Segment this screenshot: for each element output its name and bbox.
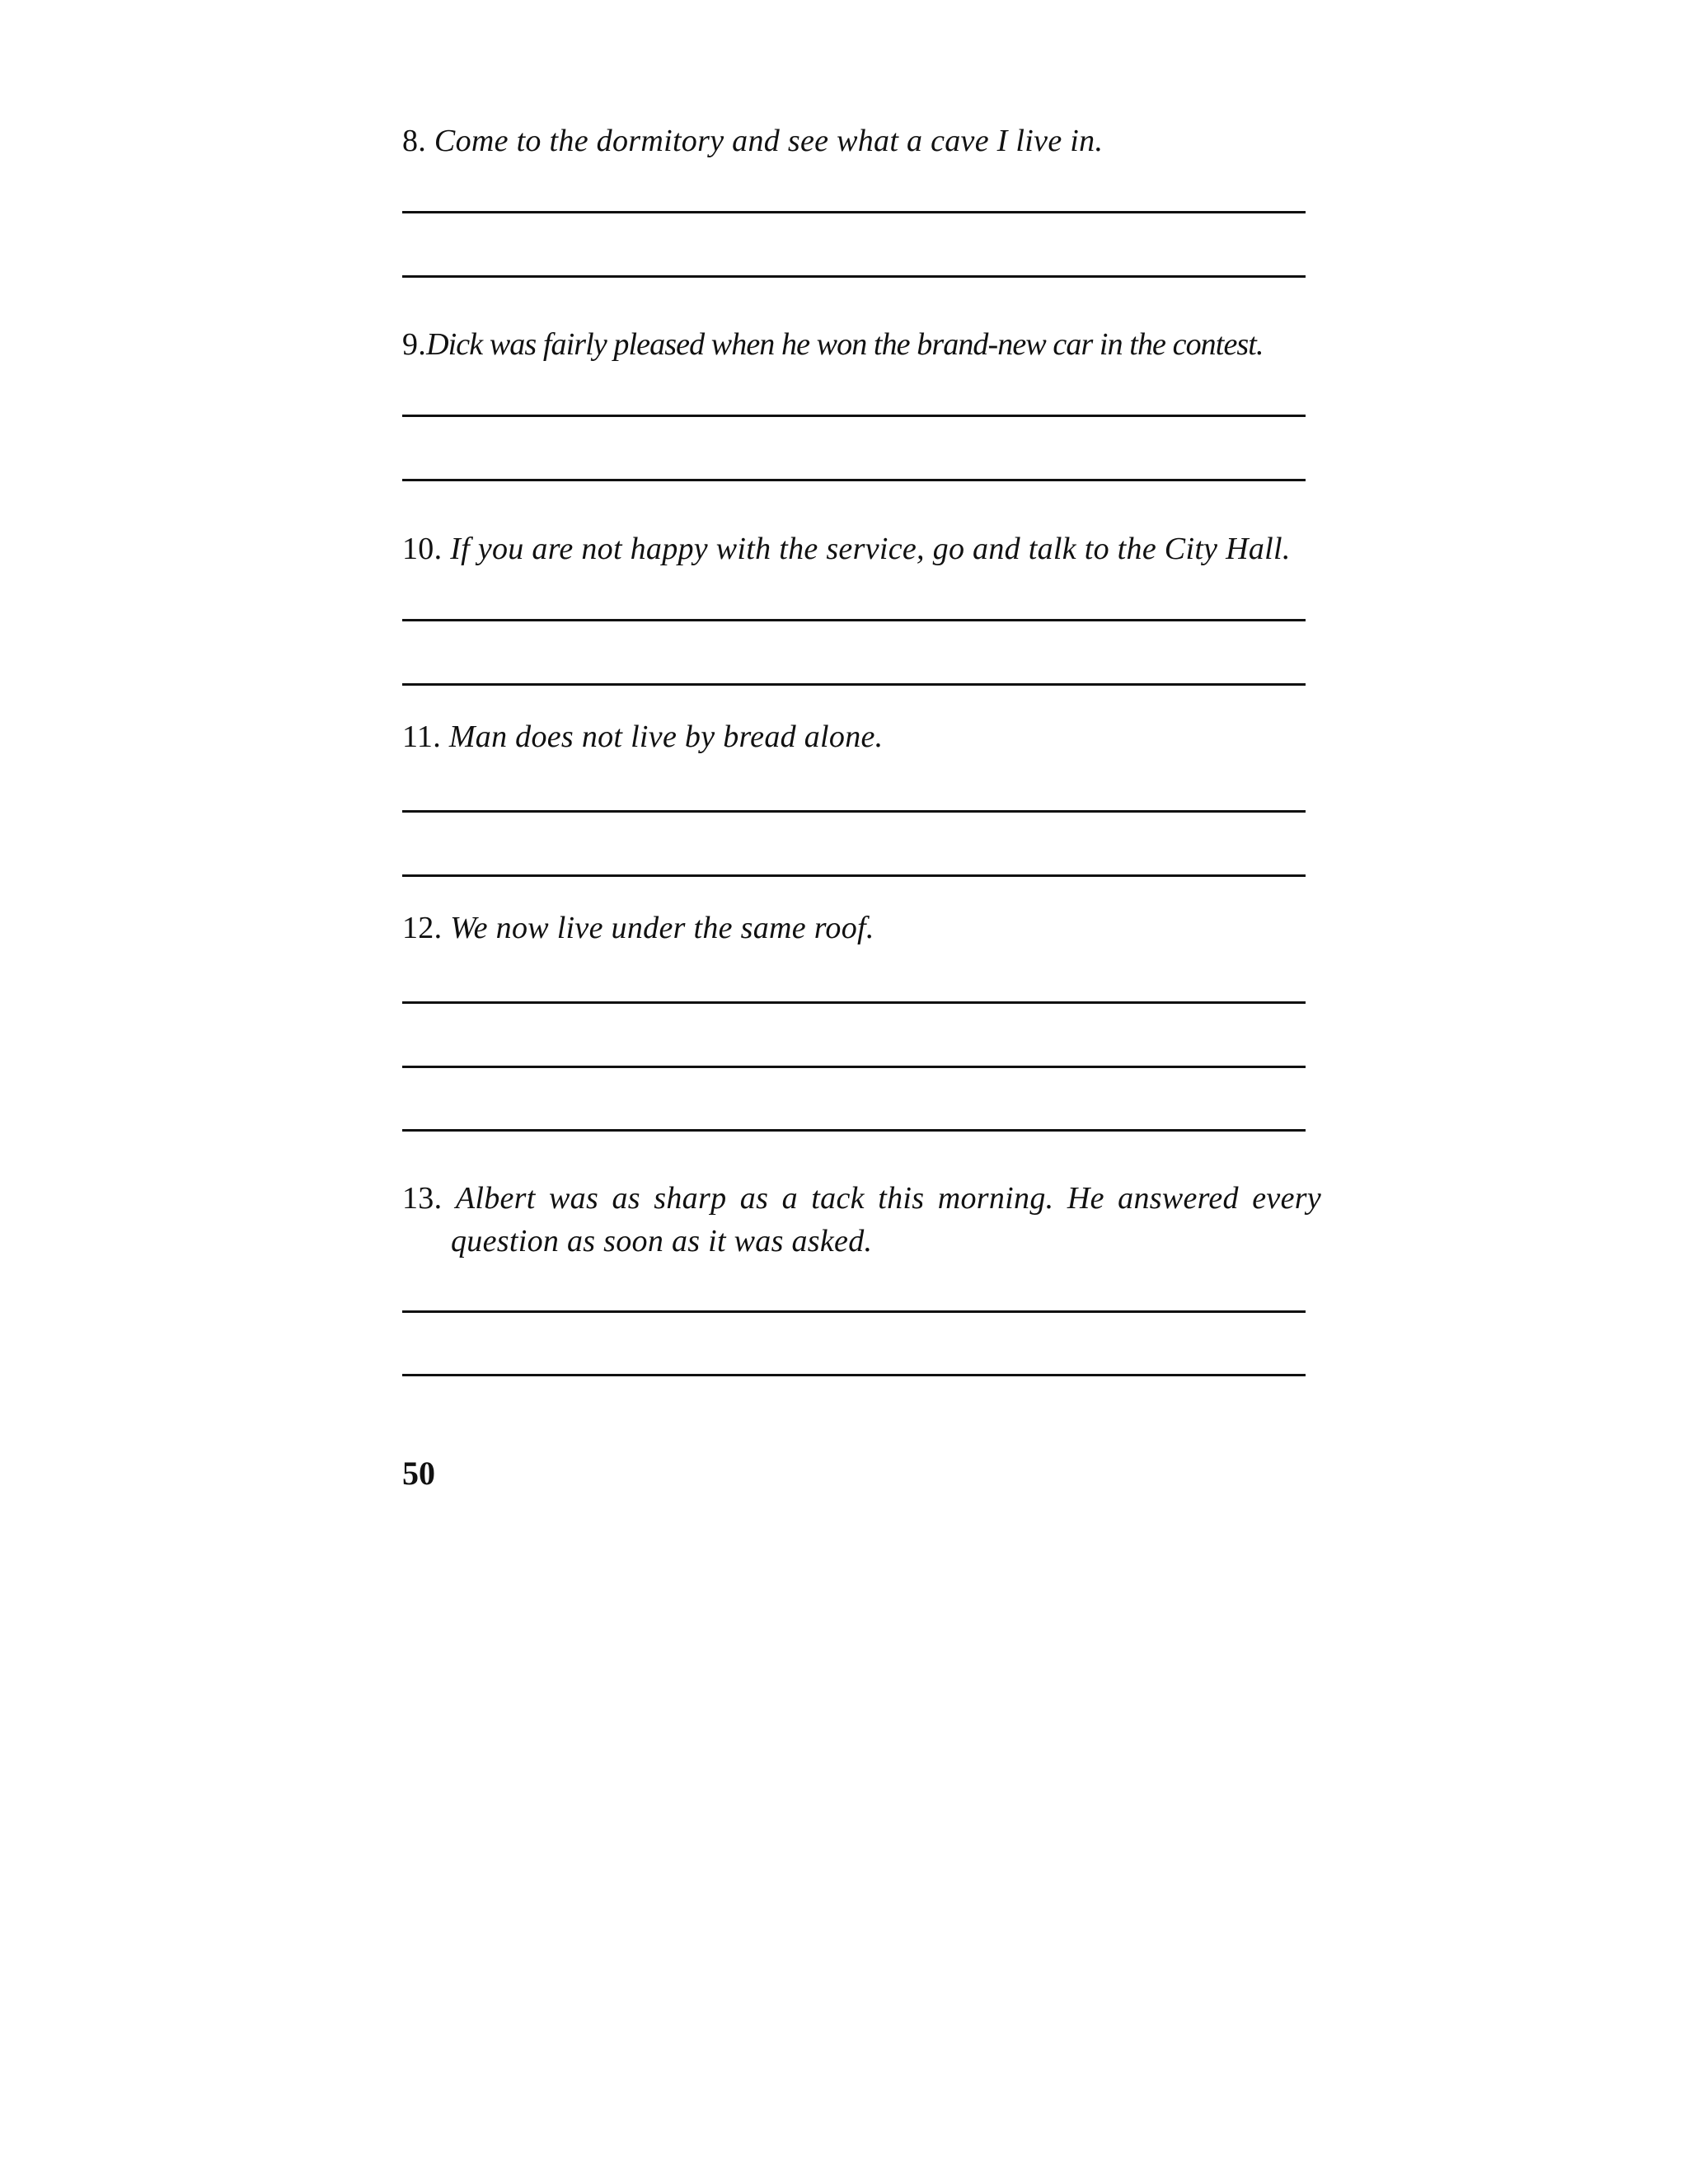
question-number: 8. [402, 124, 427, 158]
question-sentence: We now live under the same roof. [450, 911, 874, 945]
answer-line[interactable] [402, 810, 1306, 813]
question-sentence: If you are not happy with the service, go and talk to the City Hall. [450, 532, 1291, 566]
question-12 [402, 907, 874, 949]
question-line-1 [402, 1177, 1321, 1220]
answer-line[interactable] [402, 1001, 1306, 1004]
question-number: 11. [402, 719, 441, 754]
question-number: 10. [402, 532, 443, 566]
question-sentence: Dick was fairly pleased when he won the brand-new car in the contest. [426, 327, 1264, 362]
question-number: 9. [402, 327, 427, 362]
question-8 [402, 120, 1103, 162]
question-9 [402, 323, 1264, 366]
answer-line[interactable] [402, 1310, 1306, 1313]
question-number: 12. [402, 911, 443, 945]
question-sentence: Come to the dormitory and see what a cave I live in. [434, 124, 1104, 158]
answer-line[interactable] [402, 275, 1306, 278]
answer-line[interactable] [402, 874, 1306, 877]
page-number: 50 [402, 1455, 435, 1492]
answer-line[interactable] [402, 211, 1306, 213]
answer-line[interactable] [402, 1066, 1306, 1068]
question-11 [402, 715, 883, 758]
answer-line[interactable] [402, 415, 1306, 417]
answer-line[interactable] [402, 683, 1306, 686]
question-number: 13. [402, 1181, 443, 1216]
question-sentence: Man does not live by bread alone. [448, 719, 884, 754]
answer-line[interactable] [402, 1374, 1306, 1376]
answer-line[interactable] [402, 619, 1306, 621]
question-10 [402, 527, 1291, 570]
question-13 [402, 1177, 1321, 1263]
question-sentence-continued: question as soon as it was asked. [451, 1224, 873, 1258]
answer-line[interactable] [402, 479, 1306, 481]
question-sentence: Albert was as sharp as a tack this morning. He answered every [455, 1181, 1321, 1216]
answer-line[interactable] [402, 1129, 1306, 1132]
